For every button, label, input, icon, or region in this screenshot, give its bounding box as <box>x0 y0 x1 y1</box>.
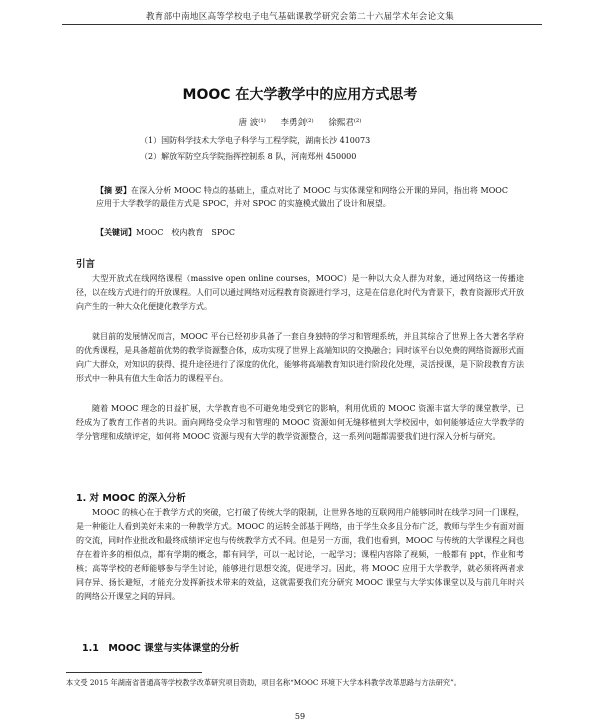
abstract-text: 在深入分析 MOOC 特点的基础上，重点对比了 MOOC 与实体课堂和网络公开课的异同，指出将 MOOC 应用于大学教学的最佳方式是 SPOC，并对 SPOC 的实施模式做出了设计和展望。 <box>96 186 508 208</box>
author: 李勇剑⁽²⁾ <box>280 118 314 128</box>
running-header: 教育部中南地区高等学校电子电气基础课教学研究会第二十六届学术年会论文集 <box>145 12 454 22</box>
header-rule <box>62 24 542 25</box>
author: 徐熙君⁽²⁾ <box>328 118 362 128</box>
section-1-1-heading: 1.1 MOOC 课堂与实体课堂的分析 <box>82 643 240 654</box>
abstract-label: 【摘 要】 <box>96 186 132 195</box>
affiliation-2: （2）解放军防空兵学院指挥控制系 8 队，河南郑州 450000 <box>140 152 357 161</box>
keywords <box>96 226 508 239</box>
intro-paragraph-2: 就目前的发展情况而言，MOOC 平台已经初步具备了一套自身独特的学习和管理系统，并且其综合了世界上各大著名学府的优秀课程，是具备超前优势的教学资源整合体，成功实现了世界上高端知识的交换融合；同时该平台以免费的网络资源形式面向广大群众，对知识的获得、提升途径进行了深度的优化，能够将高端教育知识进行阶段化处理，灵活授课，是下阶段教育方法形式中一种具有值大生命活力的课程平台。 <box>76 332 524 383</box>
section-1-paragraph: MOOC 的核心在于教学方式的突破，它打破了传统大学的限制，让世界各地的互联网用户能够同时在线学习同一门课程，是一种能让人看到美好未来的一种教学方式。MOOC 的运转全部基于网络，由于学生众多且分布广泛，教师与学生少有面对面的交流，同时作业批改和最终成绩评定也与传统教学方式不同。但是另一方面，我们也看到，MOOC 与传统的大学课程之间也存在着许多的相似点，都有学期的概念，都有同学，可以一起讨论，一起学习；课程内容除了视频，一般都有 ppt，作业和考核；高等学校的老师能够参与学生讨论，能够进行思想交流，促进学习。因此，将 MOOC 应用于大学教学，就必须将两者求同存异、扬长避短，才能充分发挥新技术带来的效益，这就需要我们充分研究 MOOC 课堂与大学实体课堂以及与前几年时兴的网络公开课堂之间的异同。 <box>76 508 524 601</box>
keywords-label: 【关键词】 <box>96 228 136 237</box>
intro-paragraph-3: 随着 MOOC 理念的日益扩展，大学教育也不可避免地受到它的影响，利用优质的 MOOC 资源丰富大学的课堂教学，已经成为了教育工作者的共识。面向网络受众学习和管理的 MOOC 资源如何无缝移植到大学校园中，如何能够适应大学教学的学分管理和成绩评定，如何将 MOOC 资源与现有大学的教学资源整合，这一系列问题都需要我们进行深入分析与研究。 <box>76 404 524 441</box>
author-list <box>0 116 600 128</box>
keywords-text: MOOC 校内教育 SPOC <box>136 228 235 237</box>
section-1-heading: 1. 对 MOOC 的深入分析 <box>76 493 186 504</box>
intro-paragraph-1: 大型开放式在线网络课程（massive open online courses，MOOC）是一种以大众人群为对象，通过网络这一传播途径，以在线方式进行的开放课程。人们可以通过网络对远程教育资源进行学习，这是在信息化时代为背景下，教育资源形式开放向产生的一种大众化便捷化教学方式。 <box>76 274 524 311</box>
footnote-rule <box>66 672 202 673</box>
footnote: 本文受 2015 年湖南省普通高等学校教学改革研究项目资助，项目名称“MOOC 环境下大学本科教学改革思路与方法研究”。 <box>66 678 461 687</box>
paper-title: MOOC 在大学教学中的应用方式思考 <box>182 87 418 103</box>
author: 唐 波⁽¹⁾ <box>238 118 266 128</box>
abstract <box>96 184 508 210</box>
page-number: 59 <box>294 712 306 721</box>
intro-heading: 引言 <box>76 259 96 270</box>
affiliation-1: （1）国防科学技术大学电子科学与工程学院，湖南长沙 410073 <box>140 136 371 145</box>
